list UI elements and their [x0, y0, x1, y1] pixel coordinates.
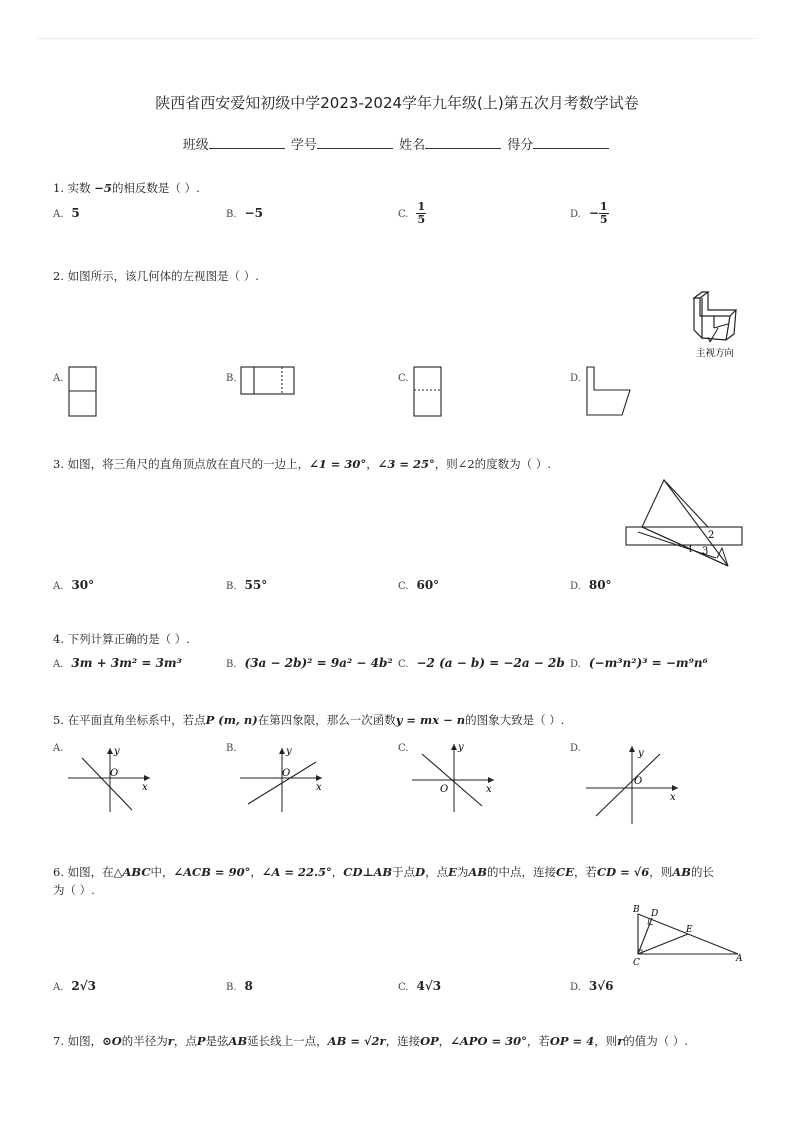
- q2-option-b[interactable]: B.: [226, 373, 237, 384]
- q5-option-a[interactable]: A.: [53, 743, 64, 754]
- q4-option-d[interactable]: D. (−m³n²)³ = −m⁹n⁶: [570, 656, 708, 670]
- question-6-stem-line-1: 6. 如图，在△ABC中，∠ACB = 90°，∠A = 22.5°，CD⊥AB于点D，点E为AB的中点，连接CE，若CD = √6，则AB的长: [53, 865, 714, 879]
- q5-option-c[interactable]: C.: [398, 743, 409, 754]
- number-label: 学号: [290, 138, 317, 153]
- score-label: 得分: [507, 138, 534, 153]
- view-direction-label: 主视方向: [696, 348, 735, 359]
- svg-text:A: A: [736, 954, 743, 964]
- q5-option-b[interactable]: B.: [226, 743, 237, 754]
- q5-option-b-graph: [238, 744, 328, 814]
- svg-text:y: y: [286, 746, 292, 757]
- svg-text:y: y: [458, 742, 464, 753]
- q4-option-b[interactable]: B. (3a − 2b)² = 9a² − 4b²: [226, 656, 393, 670]
- name-blank[interactable]: [425, 136, 501, 149]
- q2-option-a-figure: [68, 366, 98, 418]
- svg-text:y: y: [114, 746, 120, 757]
- svg-text:O: O: [110, 768, 119, 779]
- svg-text:x: x: [316, 782, 322, 793]
- class-blank[interactable]: [209, 136, 285, 149]
- angle-3-label: 3: [702, 546, 709, 557]
- q2-solid-figure: [690, 290, 750, 360]
- q5-option-c-graph: [410, 740, 500, 814]
- class-label: 班级: [182, 138, 209, 153]
- q1-option-a[interactable]: A. 5: [53, 206, 80, 220]
- question-7-stem: 7. 如图，⊙O的半径为r，点P是弦AB延长线上一点，AB = √2r，连接OP，∠APO = 30°，若OP = 4，则r的值为（ ）.: [53, 1034, 689, 1048]
- svg-text:E: E: [686, 925, 693, 935]
- number-blank[interactable]: [317, 136, 393, 149]
- page-title: 陕西省西安爱知初级中学2023-2024学年九年级(上)第五次月考数学试卷: [155, 94, 639, 112]
- q2-option-a[interactable]: A.: [53, 373, 64, 384]
- q2-option-c[interactable]: C.: [398, 373, 409, 384]
- q4-option-a[interactable]: A. 3m + 3m² = 3m³: [53, 656, 182, 670]
- svg-text:O: O: [282, 768, 291, 779]
- question-4-stem: 4. 下列计算正确的是（ ）.: [53, 632, 190, 646]
- question-3-stem: 3. 如图，将三角尺的直角顶点放在直尺的一边上，∠1 = 30°，∠3 = 25°，则∠2的度数为（ ）.: [53, 457, 551, 471]
- svg-text:O: O: [440, 784, 449, 795]
- question-6-stem-line-2: 为（ ）.: [53, 883, 95, 897]
- q6-triangle-figure: [630, 902, 746, 966]
- q5-option-d[interactable]: D.: [570, 743, 581, 754]
- q2-option-d-figure: [586, 366, 632, 418]
- q3-option-c[interactable]: C. 60°: [398, 578, 440, 592]
- q3-ruler-triangle-figure: [624, 478, 744, 570]
- q3-option-b[interactable]: B. 55°: [226, 578, 268, 592]
- q2-option-b-figure: [240, 366, 296, 396]
- q4-option-c[interactable]: C. −2 (a − b) = −2a − 2b: [398, 656, 565, 670]
- question-2-stem: 2. 如图所示，该几何体的左视图是（ ）.: [53, 269, 259, 283]
- top-divider: [36, 38, 758, 39]
- q6-option-c[interactable]: C. 4√3: [398, 979, 442, 993]
- fraction: $\frac{1}{5}$: [417, 200, 426, 226]
- q1-option-d[interactable]: D. − $\frac{1}{5}$: [570, 200, 608, 226]
- svg-text:x: x: [486, 784, 492, 795]
- q6-option-a[interactable]: A. 2√3: [53, 979, 96, 993]
- svg-text:D: D: [651, 909, 659, 919]
- q5-option-d-graph: [584, 742, 684, 826]
- student-info-line: [0, 134, 794, 153]
- svg-text:O: O: [634, 776, 643, 787]
- svg-text:y: y: [638, 748, 644, 759]
- fraction: $\frac{1}{5}$: [599, 200, 608, 226]
- question-5-stem: 5. 在平面直角坐标系中，若点P (m, n)在第四象限，那么一次函数y = mx − n的图象大致是（ ）.: [53, 713, 565, 727]
- q2-option-c-figure: [413, 366, 443, 418]
- q2-option-d[interactable]: D.: [570, 373, 581, 384]
- angle-1-label: 1: [688, 545, 694, 554]
- q6-option-d[interactable]: D. 3√6: [570, 979, 614, 993]
- svg-text:C: C: [633, 958, 640, 968]
- angle-2-label: 2: [708, 530, 715, 541]
- question-1-stem: 1. 实数 −5的相反数是（ ）.: [53, 181, 200, 195]
- q1-option-c[interactable]: C. $\frac{1}{5}$: [398, 200, 426, 226]
- name-label: 姓名: [399, 138, 426, 153]
- svg-text:x: x: [142, 782, 148, 793]
- q1-option-b[interactable]: B. −5: [226, 206, 263, 220]
- score-blank[interactable]: [533, 136, 609, 149]
- svg-text:B: B: [633, 905, 640, 915]
- q5-option-a-graph: [66, 744, 156, 814]
- q3-option-d[interactable]: D. 80°: [570, 578, 612, 592]
- svg-text:x: x: [670, 792, 676, 803]
- q6-option-b[interactable]: B. 8: [226, 979, 253, 993]
- q3-option-a[interactable]: A. 30°: [53, 578, 95, 592]
